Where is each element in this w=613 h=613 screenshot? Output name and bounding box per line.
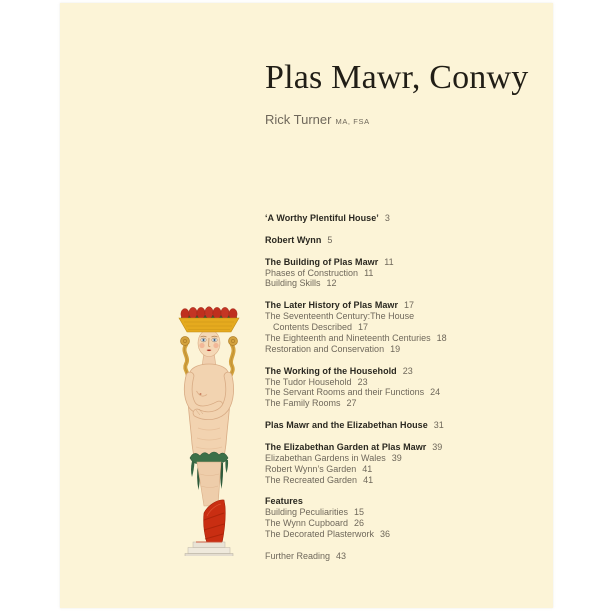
author-name: Rick Turner	[265, 112, 332, 127]
toc-page-number: 36	[380, 529, 391, 540]
book-page	[60, 3, 553, 608]
toc-label: Robert Wynn’s Garden	[265, 463, 357, 474]
toc-entry	[265, 213, 530, 224]
toc-subitem	[265, 387, 530, 398]
toc-heading	[265, 420, 530, 431]
toc-label: Restoration and Conservation	[265, 343, 385, 354]
toc-label: Contents Described	[273, 322, 353, 333]
toc-label: The Seventeenth Century:The House	[265, 311, 415, 322]
toc-page-number: 41	[362, 463, 373, 474]
toc-page-number: 23	[402, 365, 413, 376]
toc-label: Features	[265, 496, 303, 507]
toc-entry	[265, 366, 530, 410]
toc-page-number: 43	[336, 550, 347, 561]
toc-heading	[265, 496, 530, 507]
toc-entry	[265, 300, 530, 355]
table-of-contents	[265, 213, 530, 573]
toc-subitem	[265, 551, 530, 562]
toc-label: Phases of Construction	[265, 267, 359, 278]
toc-page-number: 41	[363, 474, 374, 485]
toc-subitem	[265, 377, 530, 388]
toc-heading	[265, 213, 530, 224]
toc-subitem	[265, 529, 530, 540]
toc-page-number: 15	[354, 507, 365, 518]
toc-subitem	[265, 464, 530, 475]
author-byline	[265, 112, 370, 130]
toc-label: Elizabethan Gardens in Wales	[265, 452, 386, 463]
toc-page-number: 17	[404, 300, 415, 311]
toc-subitem	[265, 268, 530, 279]
toc-label: The Elizabethan Garden at Plas Mawr	[265, 441, 427, 452]
caryatid-statue-icon	[176, 306, 242, 556]
toc-subitem	[265, 453, 530, 464]
toc-heading	[265, 442, 530, 453]
toc-page-number: 39	[391, 452, 402, 463]
toc-entry	[265, 420, 530, 431]
toc-page-number: 23	[357, 376, 368, 387]
toc-page-number: 31	[433, 420, 444, 431]
toc-page-number: 27	[346, 398, 357, 409]
toc-subitem	[265, 475, 530, 486]
toc-page-number: 11	[364, 267, 374, 278]
toc-label: The Later History of Plas Mawr	[265, 300, 399, 311]
toc-heading	[265, 235, 530, 246]
toc-page-number: 3	[384, 213, 390, 223]
toc-subitem	[265, 311, 530, 322]
page-title: Plas Mawr, Conwy	[265, 59, 529, 96]
toc-heading	[265, 300, 530, 311]
toc-label: The Wynn Cupboard	[265, 518, 348, 529]
toc-page-number: 5	[327, 234, 333, 245]
toc-subitem	[265, 507, 530, 518]
toc-entry	[265, 257, 530, 290]
author-credentials: MA, FSA	[335, 117, 370, 126]
toc-label: Plas Mawr and the Elizabethan House	[265, 420, 428, 431]
toc-label: Building Skills	[265, 278, 321, 289]
toc-label: The Eighteenth and Nineteenth Centuries	[265, 332, 431, 343]
toc-entry	[265, 235, 530, 246]
toc-label: The Family Rooms	[265, 398, 341, 409]
toc-page-number: 26	[353, 518, 364, 529]
toc-label: The Decorated Plasterwork	[265, 529, 375, 540]
toc-page-number: 12	[326, 278, 337, 289]
toc-label: Building Peculiarities	[265, 507, 349, 518]
toc-label: Further Reading	[265, 550, 331, 561]
toc-label: ‘A Worthy Plentiful House’	[265, 213, 379, 223]
toc-label: The Servant Rooms and their Functions	[265, 387, 425, 398]
toc-heading	[265, 366, 530, 377]
toc-label: The Recreated Garden	[265, 474, 358, 485]
toc-page-number: 24	[430, 387, 441, 398]
toc-page-number: 11	[384, 256, 394, 267]
toc-entry	[265, 442, 530, 486]
toc-label: The Building of Plas Mawr	[265, 256, 379, 267]
toc-entry	[265, 551, 530, 562]
toc-subitem	[265, 322, 530, 333]
toc-subitem	[265, 333, 530, 344]
toc-subitem	[265, 398, 530, 409]
toc-label: The Tudor Household	[265, 376, 352, 387]
toc-page-number: 17	[358, 322, 369, 333]
toc-page-number: 19	[390, 343, 401, 354]
toc-page-number: 18	[436, 332, 447, 343]
toc-heading	[265, 257, 530, 268]
toc-subitem	[265, 344, 530, 355]
toc-label: Robert Wynn	[265, 234, 322, 245]
toc-subitem	[265, 518, 530, 529]
toc-label: The Working of the Household	[265, 365, 397, 376]
toc-page-number: 39	[432, 441, 443, 452]
toc-subitem	[265, 278, 530, 289]
toc-entry	[265, 496, 530, 540]
